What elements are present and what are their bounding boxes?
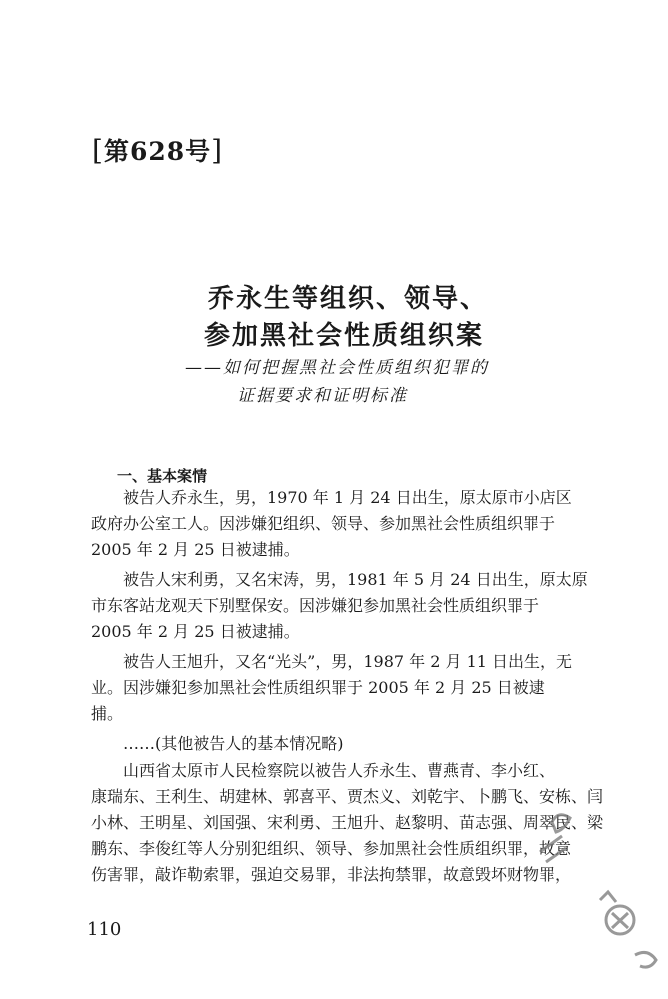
body-line: 鹏东、李俊红等人分别犯组织、领导、参加黑社会性质组织罪，故意 [91, 839, 572, 858]
case-number-label: 第628号 [103, 137, 212, 166]
body-line: 小林、王明星、刘国强、宋利勇、王旭升、赵黎明、苗志强、周翠民、梁 [91, 813, 604, 832]
body-line: 被告人乔永生，男，1970 年 1 月 24 日出生，原太原市小店区 [123, 488, 572, 507]
body-line: 2005 年 2 月 25 日被逮捕。 [91, 622, 300, 641]
section-heading: 一、基本案情 [117, 467, 208, 485]
body-line: 康瑞东、王利生、胡建林、郭喜平、贾杰义、刘乾宇、卜鹏飞、安栋、闫 [91, 787, 604, 806]
case-number-close-bracket: ] [211, 134, 224, 167]
page-number: 110 [87, 919, 122, 940]
body-line: 被告人王旭升，又名“光头”，男，1987 年 2 月 11 日出生，无 [123, 652, 573, 671]
case-number [92, 132, 223, 168]
body-line: 捕。 [91, 704, 124, 723]
body-line: 被告人宋利勇，又名宋涛，男，1981 年 5 月 24 日出生，原太原 [123, 570, 588, 589]
body-line: 2005 年 2 月 25 日被逮捕。 [91, 540, 300, 559]
title-line-2: 参加黑社会性质组织案 [203, 321, 484, 351]
library-stamp-mark [500, 770, 668, 999]
body-line: 政府办公室工人。因涉嫌犯组织、领导、参加黑社会性质组织罪于 [91, 514, 556, 533]
body-line: 市东客站龙观天下别墅保安。因涉嫌犯参加黑社会性质组织罪于 [91, 596, 540, 615]
body-line: ……(其他被告人的基本情况略) [123, 734, 344, 753]
body-line: 业。因涉嫌犯参加黑社会性质组织罪于 2005 年 2 月 25 日被逮 [91, 678, 545, 697]
subtitle-line-1: ——如何把握黑社会性质组织犯罪的 [185, 358, 489, 378]
body-line: 山西省太原市人民检察院以被告人乔永生、曹燕青、李小红、 [123, 761, 556, 780]
case-number-open-bracket: [ [92, 134, 104, 167]
body-line: 伤害罪，敲诈勒索罪，强迫交易罪，非法拘禁罪，故意毁坏财物罪， [91, 865, 572, 884]
title-line-1: 乔永生等组织、领导、 [207, 284, 488, 314]
subtitle-line-2: 证据要求和证明标准 [237, 386, 408, 406]
